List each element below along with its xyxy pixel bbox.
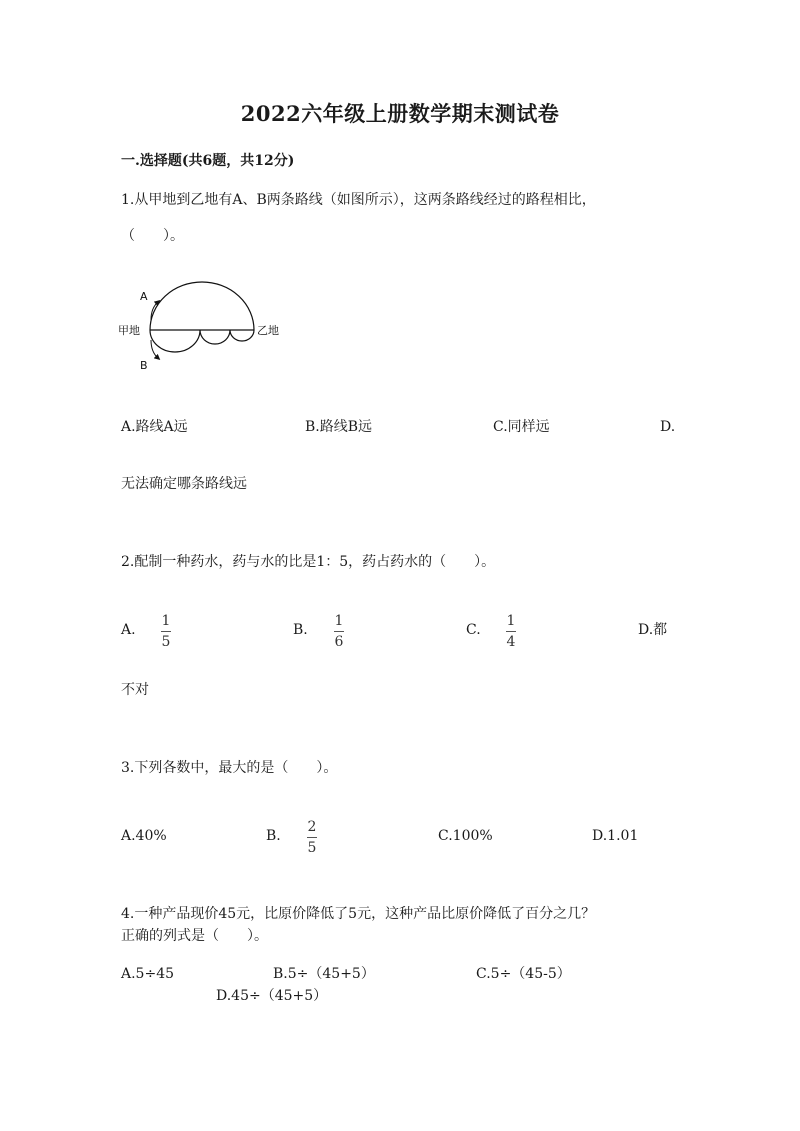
q1-option-d-cont: 无法确定哪条路线远 [121,476,247,492]
question-2-text: 2.配制一种药水，药与水的比是1：5，药占药水的（ ）。 [121,554,496,570]
q4-option-d: D.45÷（45+5） [216,988,328,1004]
q3-option-a: A.40% [121,828,167,844]
denominator: 5 [307,840,317,856]
q2-option-a-fraction [161,614,171,649]
q2-option-c-fraction [506,614,516,649]
q3-option-b-label: B. [266,828,281,844]
q1-option-b: B.路线B远 [305,419,373,435]
numerator: 1 [506,613,516,629]
denominator: 4 [506,634,516,650]
denominator: 6 [334,634,344,650]
numerator: 2 [307,819,317,835]
question-3-text: 3.下列各数中，最大的是（ ）。 [121,760,338,776]
route-a-arc [150,282,254,330]
q2-option-c-label: C. [466,622,481,638]
q2-option-d-cont: 不对 [121,682,149,698]
route-b-arc-3 [230,330,254,341]
question-4-prompt: 正确的列式是（ ）。 [121,928,268,944]
denominator: 5 [161,634,171,650]
end-label: 乙地 [257,324,279,337]
q2-option-b-label: B. [293,622,308,638]
section-heading: 一.选择题(共6题，共12分) [121,153,295,169]
page-title: 2022六年级上册数学期末测试卷 [240,101,560,126]
q3-option-b-fraction [307,820,317,855]
q1-option-a: A.路线A远 [121,419,188,435]
route-b-arc-1 [150,330,200,352]
fraction-bar [506,631,516,632]
fraction-bar [161,631,171,632]
route-b-arc-2 [200,330,230,344]
question-1-blank: （ ）。 [121,228,184,244]
q4-option-c: C.5÷（45-5） [476,966,571,982]
q2-option-d: D.都 [638,622,668,638]
q1-option-c: C.同样远 [493,419,550,435]
numerator: 1 [334,613,344,629]
q2-option-b-fraction [334,614,344,649]
numerator: 1 [161,613,171,629]
q4-option-a: A.5÷45 [121,966,175,982]
question-4-text: 4.一种产品现价45元，比原价降低了5元，这种产品比原价降低了百分之几？ [121,906,596,922]
q2-option-a-label: A. [121,622,136,638]
q1-option-d: D. [660,419,676,435]
route-diagram [118,272,298,382]
route-a-label: A [140,290,148,303]
question-1-text: 1.从甲地到乙地有A、B两条路线（如图所示），这两条路线经过的路程相比， [121,192,596,208]
q4-option-b: B.5÷（45+5） [273,966,375,982]
fraction-bar [307,837,317,838]
fraction-bar [334,631,344,632]
start-label: 甲地 [118,324,140,337]
route-b-label: B [140,359,148,372]
q3-option-c: C.100% [438,828,493,844]
q3-option-d: D.1.01 [592,828,639,844]
